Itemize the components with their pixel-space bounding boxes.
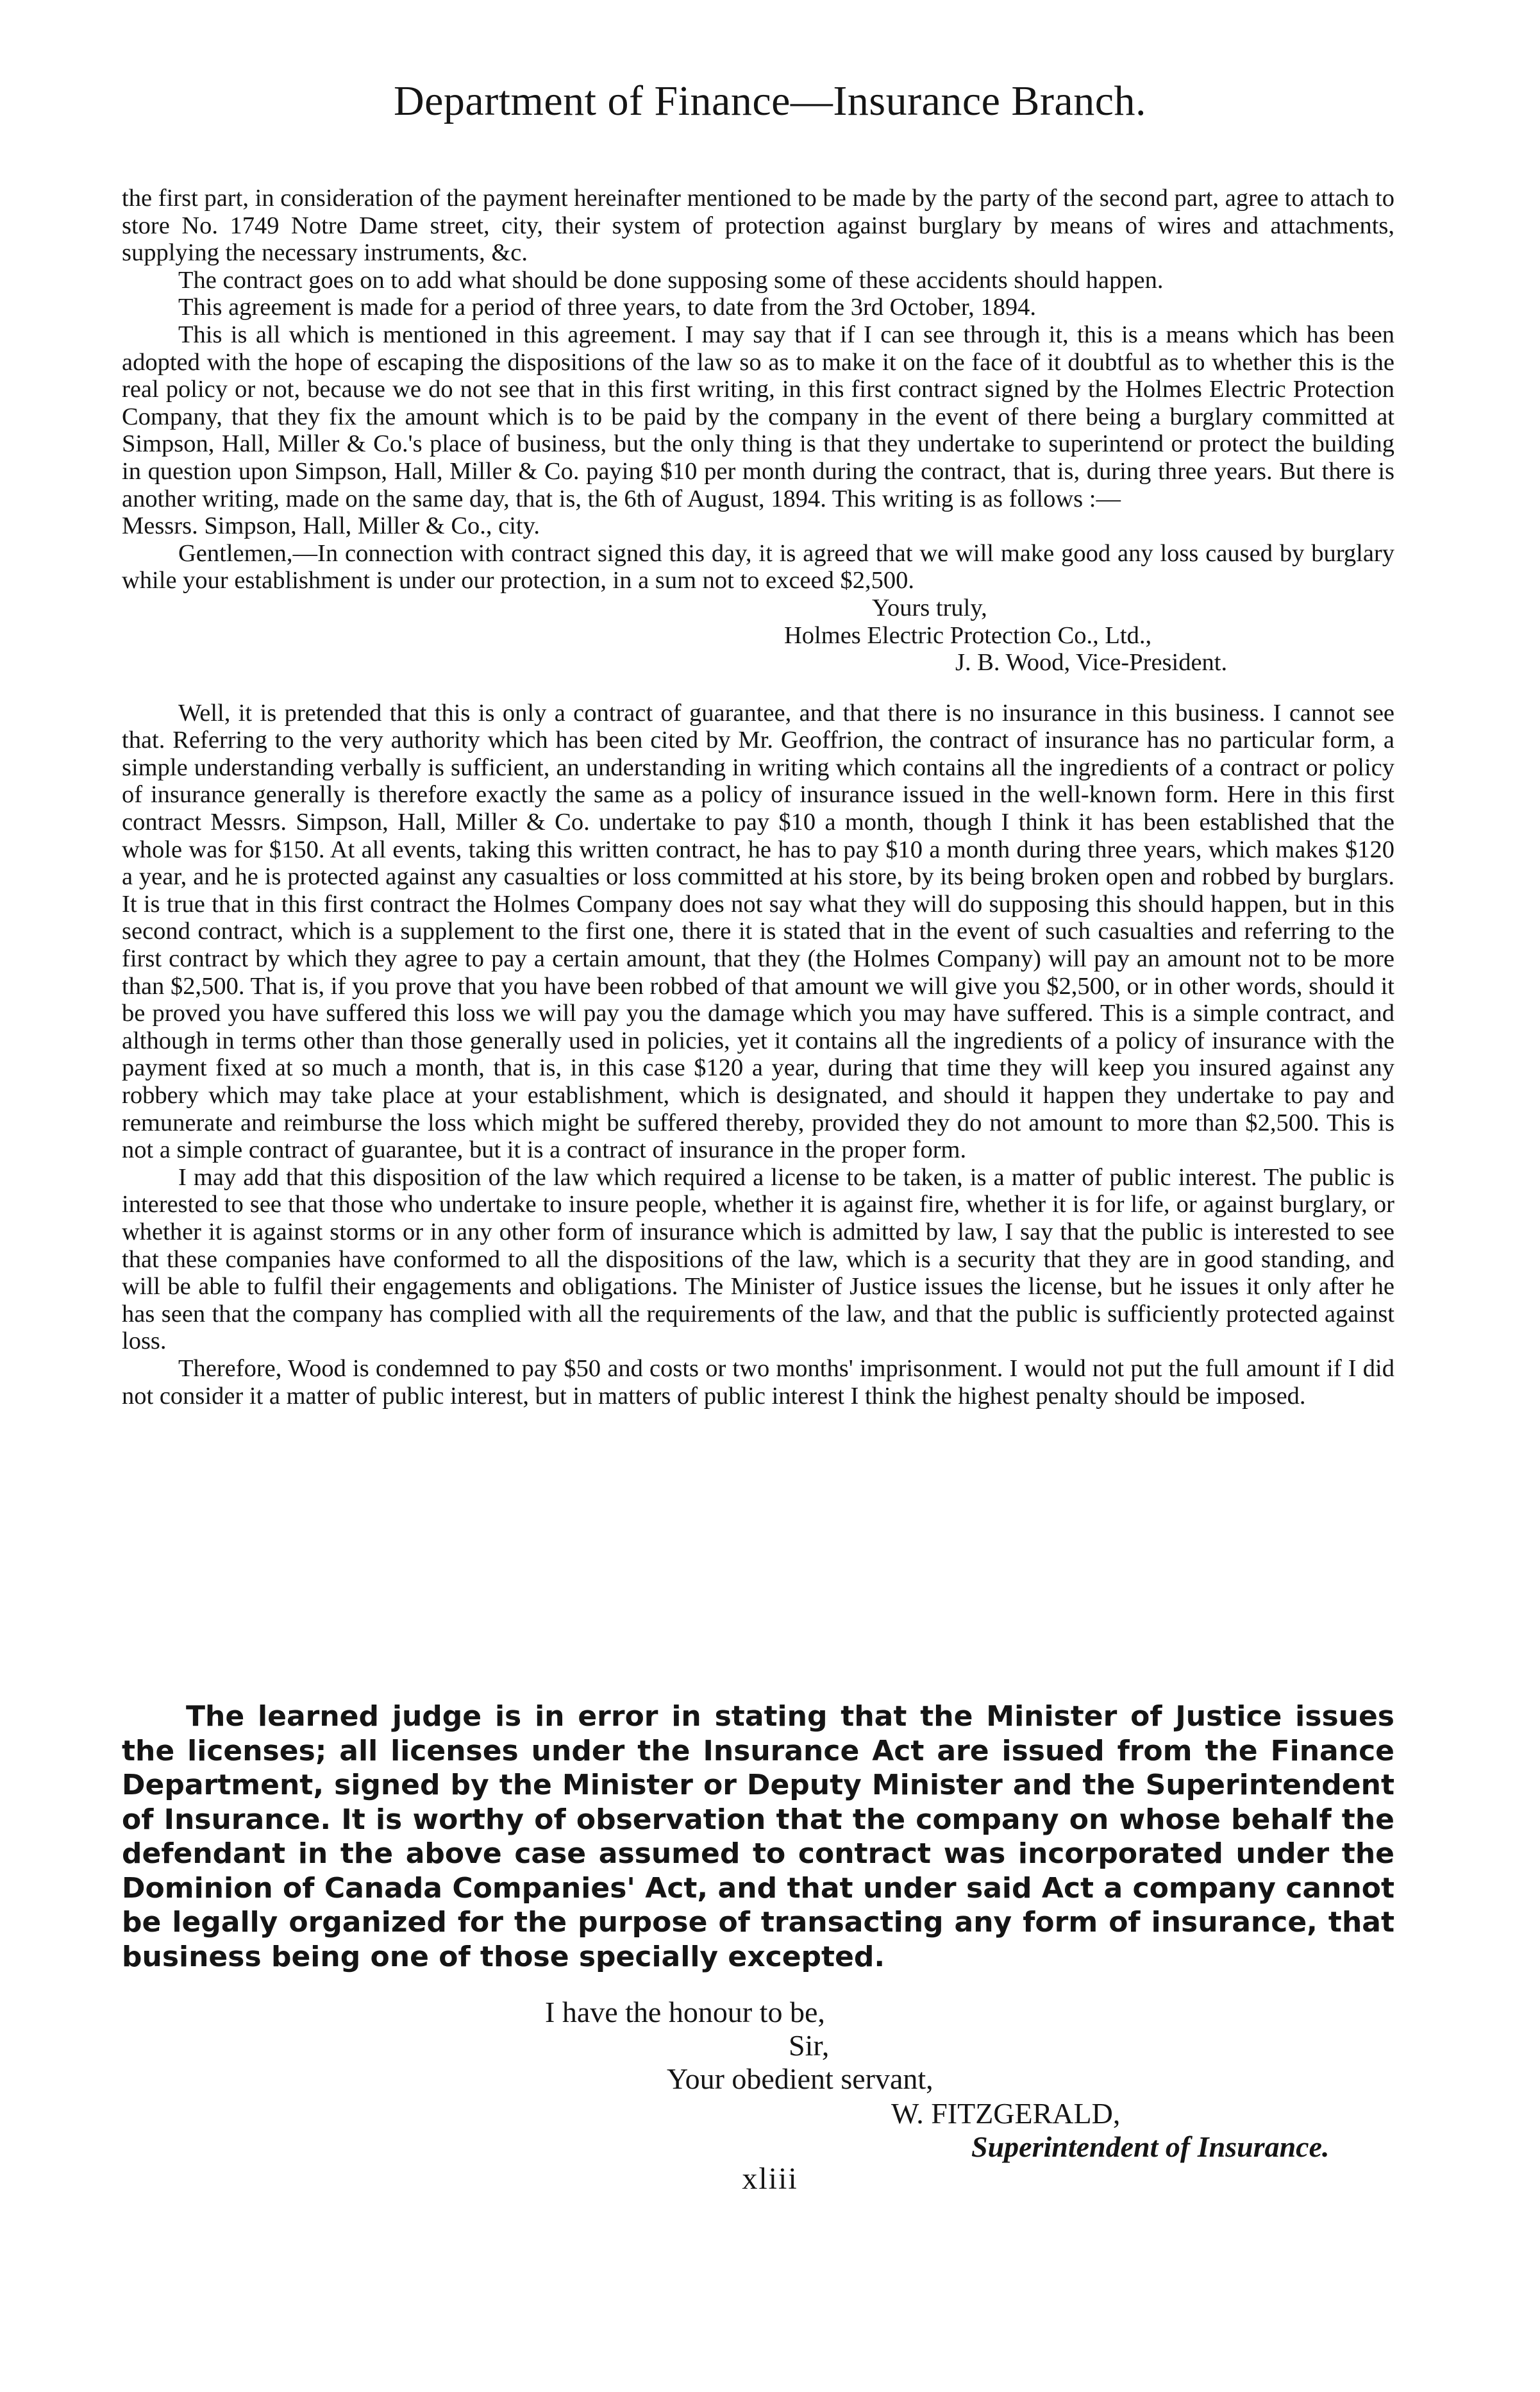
- paragraph-agreement-period: This agreement is made for a period of three years, to date from the 3rd October, 1894.: [178, 294, 1036, 321]
- note-text: The learned judge is in error in stating that the Minister of Justice issues the licenses; all licenses under the Insurance Act are issued from the Finance Department, signed by the Minister or Deputy Minister and the Superintendent of Insurance. It is worthy of observation that the company on whose behalf the defendant in the above case assumed to contract was incorporated under the Dominion of Canada Companies' Act, and that under said Act a company cannot be legally organized for the purpose of transacting any form of insurance, that business being one of those specially excepted.: [122, 1700, 1394, 1973]
- running-header: Department of Finance—Insurance Branch.: [393, 78, 1147, 124]
- paragraph-contract-terms: the first part, in consideration of the payment hereinafter mentioned to be made by the party of the second part, agree to attach to store No. 1749 Notre Dame street, city, their system of protection against burglary by means of wires and attachments, supplying the necessary instruments, &c.: [122, 185, 1394, 267]
- letter-signer: J. B. Wood, Vice-President.: [955, 649, 1228, 677]
- paragraph-judgment: Therefore, Wood is condemned to pay $50 and costs or two months' imprisonment. I would not put the full amount if I did not consider it a matter of public interest, but in matters of public interest I think the highest penalty should be imposed.: [122, 1354, 1394, 1410]
- report-body: [122, 185, 1394, 1410]
- letter-body: Gentlemen,—In connection with contract signed this day, it is agreed that we will make good any loss caused by burglary while your establishment is under our protection, in a sum not to exceed $2,500.: [122, 539, 1394, 594]
- letter-addressee: Messrs. Simpson, Hall, Miller & Co., city.: [122, 512, 540, 540]
- quoted-letter: [122, 512, 1394, 677]
- letter-company: Holmes Electric Protection Co., Ltd.,: [784, 621, 1152, 649]
- letter-closing: Yours truly,: [872, 594, 987, 621]
- signoff-honour: I have the honour to be,: [545, 1996, 825, 2028]
- signoff-servant: Your obedient servant,: [667, 2062, 933, 2095]
- paragraph-insurance-argument: Well, it is pretended that this is only a contract of guarantee, and that there is no insurance in this business. I cannot see that. Referring to the very authority which has been cited by Mr. Geoffrion, the contract of insurance has no particular form, a simple understanding verbally is sufficient, an understanding in writing which contains all the ingredients of a contract or policy of insurance generally is therefore exactly the same as a policy of insurance issued in the well-known form. Here in this first contract Messrs. Simpson, Hall, Miller & Co. undertake to pay $10 a month, though I think it has been established that the whole was for $150. At all events, taking this written contract, he has to pay $10 a month during three years, which makes $120 a year, and he is protected against any casualties or loss committed at his store, by its being broken open and robbed by burglars. It is true that in this first contract the Holmes Company does not say what they will do supposing this should happen, but in this second contract, which is a supplement to the first one, there it is stated that in the event of such casualties and referring to the first contract by which they agree to pay a certain amount, that they (the Holmes Company) will pay an amount not to be more than $2,500. That is, if you prove that you have been robbed of that amount we will give you $2,500, or in other words, should it be proved you have suffered this loss we will pay you the damage which you may have suffered. This is a simple contract, and although in terms other than those generally used in policies, yet it contains all the ingredients of a policy of insurance with the payment fixed at so much a month, that is, in this case $120 a year, during that time they will keep you insured against any robbery which may take place at your establishment, which is designated, and should it happen they undertake to pay and remunerate and reimburse the loss which might be suffered thereby, provided they do not amount to more than $2,500. This is not a simple contract of guarantee, but it is a contract of insurance in the proper form.: [122, 699, 1394, 1164]
- spacer: [122, 677, 1394, 700]
- paragraph-agreement-analysis: This is all which is mentioned in this agreement. I may say that if I can see through it, this is a means which has been adopted with the hope of escaping the dispositions of the law so as to make it on the face of it doubtful as to whether this is the real policy or not, because we do not see that in this first writing, in this first contract signed by the Holmes Electric Protection Company, that they fix the amount which is to be paid by the company in the event of there being a burglary committed at Simpson, Hall, Miller & Co.'s place of business, but the only thing is that they undertake to superintend or protect the building in question upon Simpson, Hall, Miller & Co. paying $10 per month during the contract, that is, during three years. But there is another writing, made on the same day, that is, the 6th of August, 1894. This writing is as follows :—: [122, 321, 1394, 512]
- signoff-salutation: Sir,: [789, 2029, 830, 2062]
- page-number: xliii: [742, 2162, 798, 2196]
- signoff-title: Superintendent of Insurance.: [971, 2130, 1330, 2163]
- paragraph-public-interest: I may add that this disposition of the law which required a license to be taken, is a matter of public interest. The public is interested to see that those who undertake to insure people, whether it is against fire, whether it is for life, or against burglary, or whether it is against storms or in any other form of insurance which is admitted by law, I say that the public is interested to see that these companies have conformed to all the dispositions of the law, which is a security that they are in good standing, and will be able to fulfil their engagements and obligations. The Minister of Justice issues the license, but he issues it only after he has seen that the company has complied with all the requirements of the law, and that the public is sufficiently protected against loss.: [122, 1163, 1394, 1355]
- signoff-name: W. FITZGERALD,: [891, 2097, 1121, 2130]
- paragraph-contract-addition: The contract goes on to add what should be done supposing some of these accidents should happen.: [178, 266, 1164, 294]
- superintendent-note: [122, 1699, 1394, 1974]
